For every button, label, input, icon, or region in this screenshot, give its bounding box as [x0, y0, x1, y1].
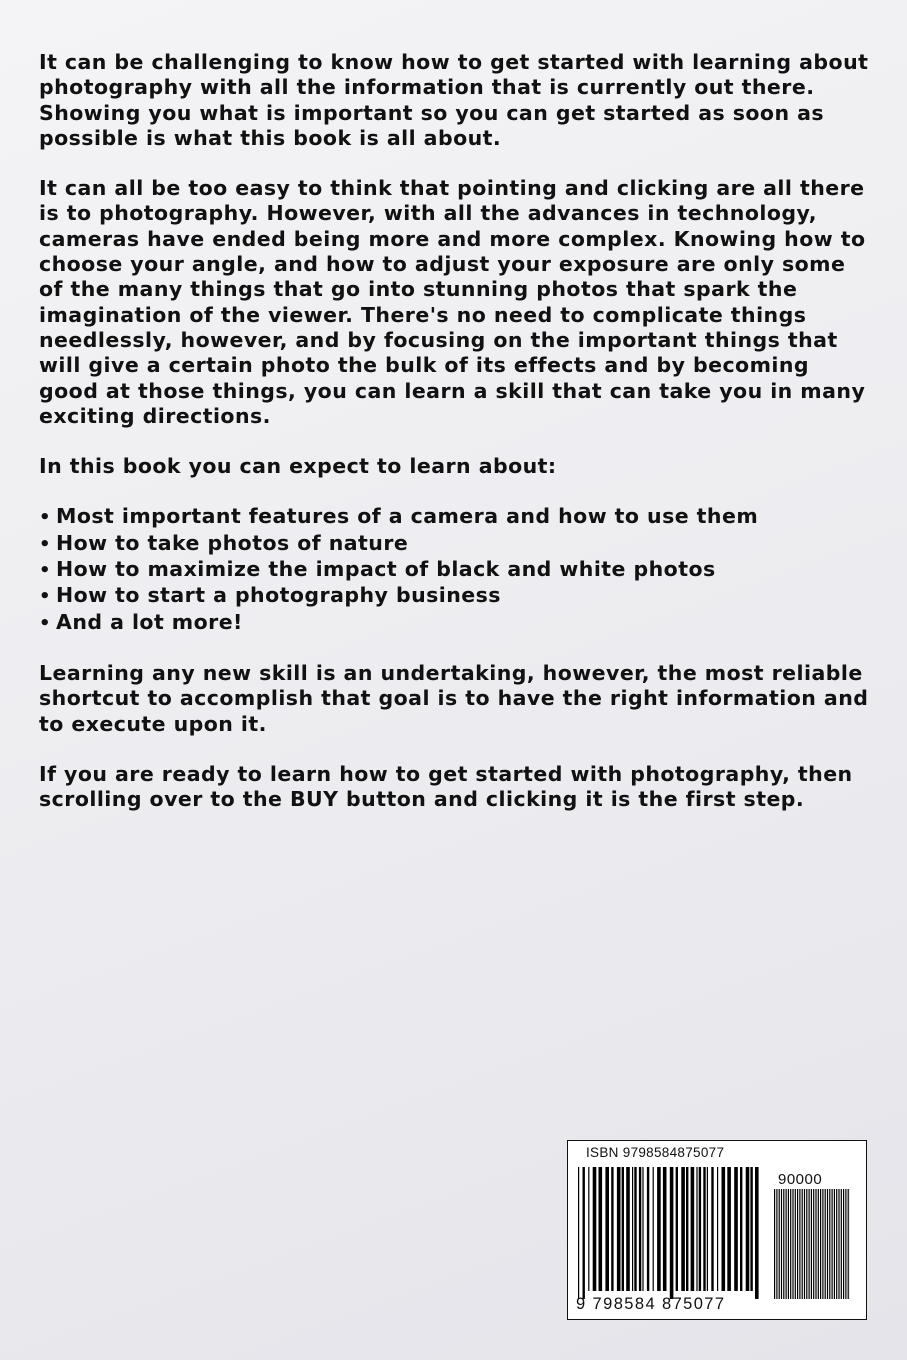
list-item: • How to start a photography business [39, 583, 869, 609]
barcode-bar [588, 1167, 589, 1291]
list-item: • How to maximize the impact of black and white photos [39, 557, 869, 583]
barcode-bar [825, 1189, 826, 1299]
barcode-bar [626, 1167, 630, 1291]
barcode-bar [617, 1167, 621, 1291]
barcode-bar [776, 1189, 777, 1299]
back-cover-text [39, 50, 869, 837]
list-intro: In this book you can expect to learn about: [39, 454, 557, 479]
closing-paragraph: Learning any new skill is an undertaking, however, the most reliable shortcut to accomplish that goal is to have the right information and to execute upon it. [39, 660, 869, 736]
barcode-bar [848, 1189, 849, 1299]
list-item: • How to take photos of nature [39, 531, 869, 557]
barcode-bar [822, 1189, 823, 1299]
barcode-bar [746, 1167, 750, 1291]
barcode-digits: 9 798584 875077 [576, 1295, 726, 1313]
bullet-icon: • [39, 612, 51, 634]
barcode-bars [568, 1141, 866, 1319]
barcode-bar [827, 1189, 828, 1299]
barcode-bar [691, 1167, 695, 1291]
barcode-bar [653, 1167, 654, 1291]
barcode-bar [797, 1189, 798, 1299]
intro-paragraph: It can be challenging to know how to get started with learning about photography with all the information that is currently out there. Showing you what is important so you can get started as soon as possible is what this book is all about. [39, 50, 869, 150]
barcode-bar [711, 1167, 713, 1291]
barcode-bar [834, 1189, 835, 1299]
barcode-bar [799, 1189, 800, 1299]
barcode-bar [813, 1189, 814, 1299]
barcode-bar [583, 1167, 585, 1299]
barcode-bar [707, 1167, 708, 1291]
feature-list [39, 504, 869, 635]
barcode-bar [634, 1167, 636, 1291]
barcode-bar [795, 1189, 796, 1299]
barcode-bar [809, 1189, 810, 1299]
isbn-barcode [567, 1140, 867, 1320]
addon-number: 90000 [778, 1171, 823, 1188]
barcode-bar [681, 1167, 685, 1291]
barcode-bar [755, 1167, 759, 1299]
barcode-bar [820, 1189, 821, 1299]
barcode-bar [717, 1167, 718, 1291]
barcode-bar [734, 1167, 738, 1291]
barcode-bar [593, 1167, 597, 1291]
barcode-bar [806, 1189, 807, 1299]
body-paragraph: It can all be too easy to think that pointing and clicking are all there is to photography. However, with all the advances in technology, cameras have ended being more and more complex. Knowing how to choose your angle, and how to adjust your exposure are only some of the many things that go into stunning photos that spark the imagination of the viewer. There's no need to complicate things needlessly, however, and by focusing on the important things that will give a certain photo the bulk of its effects and by becoming good at those things, you can learn a skill that can take you in many exciting directions. [39, 176, 866, 428]
barcode-bar [663, 1167, 667, 1291]
barcode-bar [811, 1189, 812, 1299]
barcode-bar [781, 1189, 782, 1299]
barcode-bar [841, 1189, 842, 1299]
barcode-bar [818, 1189, 819, 1299]
barcode-bar [790, 1189, 791, 1299]
barcode-bar [845, 1189, 846, 1299]
barcode-bar [836, 1189, 837, 1299]
barcode-bar [670, 1167, 674, 1299]
bullet-icon: • [39, 560, 51, 582]
barcode-bar [578, 1167, 579, 1299]
bullet-icon: • [39, 533, 51, 555]
barcode-bar [829, 1189, 830, 1299]
barcode-bar [774, 1189, 775, 1299]
barcode-bar [750, 1167, 752, 1291]
barcode-bar [727, 1167, 731, 1291]
barcode-bar [788, 1189, 789, 1299]
barcode-bar [611, 1167, 613, 1291]
barcode-bar [703, 1167, 705, 1291]
bullet-icon: • [39, 507, 51, 529]
barcode-bar [632, 1167, 633, 1291]
barcode-bar [657, 1167, 661, 1291]
barcode-bar [686, 1167, 688, 1291]
barcode-bar [804, 1189, 805, 1299]
list-item: • Most important features of a camera and how to use them [39, 504, 869, 530]
isbn-label: ISBN 9798584875077 [586, 1145, 725, 1160]
barcode-bar [722, 1167, 726, 1291]
barcode-bar [599, 1167, 603, 1291]
barcode-bar [783, 1189, 784, 1299]
barcode-bar [779, 1189, 780, 1299]
barcode-bar [605, 1167, 609, 1291]
barcode-bar [802, 1189, 803, 1299]
barcode-bar [832, 1189, 833, 1299]
barcode-bar [699, 1167, 701, 1291]
barcode-bar [740, 1167, 742, 1291]
barcode-bar [792, 1189, 793, 1299]
barcode-bar [622, 1167, 624, 1291]
barcode-bar [642, 1167, 643, 1291]
call-to-action-paragraph: If you are ready to learn how to get started with photography, then scrolling over to the BUY button and clicking it is the first step. [39, 761, 853, 812]
barcode-bar [676, 1167, 678, 1291]
list-item: • And a lot more! [39, 610, 869, 636]
barcode-bar [838, 1189, 839, 1299]
barcode-bar [815, 1189, 816, 1299]
bullet-icon: • [39, 586, 51, 608]
barcode-bar [786, 1189, 787, 1299]
barcode-bar [843, 1189, 844, 1299]
barcode-bar [639, 1167, 641, 1291]
barcode-bar [696, 1167, 697, 1291]
barcode-bar [647, 1167, 649, 1291]
